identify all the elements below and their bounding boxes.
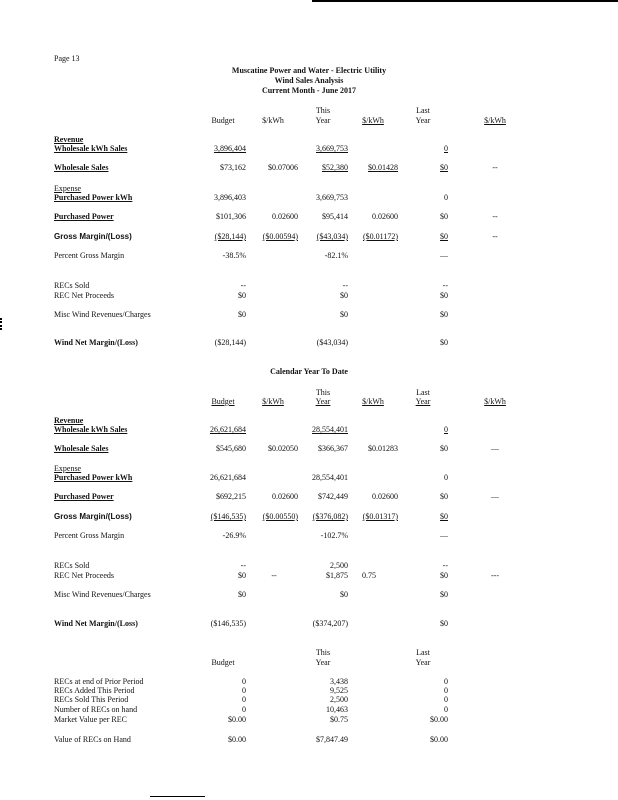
col-last-year-1: Last	[416, 648, 430, 657]
col-budget: Budget	[211, 397, 235, 406]
col-this-year-2: Year	[315, 658, 331, 667]
col-kwh-2: $/kWh	[362, 116, 384, 125]
table-row: Percent Gross Margin -38.5% -82.1% —	[54, 251, 448, 260]
table-row: Gross Margin/(Loss) ($146,535) ($0.00550) ($376,082) ($0.01317) $0	[54, 512, 448, 521]
table-row: RECs at end of Prior Period 0 3,438 0	[54, 677, 448, 686]
table-row: REC Net Proceeds $0 -- $1,875 0.75 $0 ---	[54, 571, 499, 580]
report-subtitle: Wind Sales Analysis	[274, 76, 344, 85]
table-row: REC Net Proceeds $0 $0 $0	[54, 291, 448, 300]
col-last-year-2: Year	[415, 397, 431, 406]
table-row: Purchased Power $692,215 0.02600 $742,449 0.02600 $0 —	[54, 492, 499, 501]
table-row: Wind Net Margin/(Loss) ($146,535) ($374,207) $0	[54, 619, 448, 628]
col-this-year-2: Year	[315, 397, 331, 406]
table-row: Number of RECs on hand 0 10,463 0	[54, 705, 448, 714]
table-row: RECs Added This Period 0 9,525 0	[54, 686, 448, 695]
table-row: RECs Sold -- -- --	[54, 281, 448, 290]
ytd-title: Calendar Year To Date	[270, 367, 348, 376]
table-row: Wholesale kWh Sales 26,621,684 28,554,401 0	[54, 425, 448, 434]
table-row: RECs Sold This Period 0 2,500 0	[54, 695, 448, 704]
section-label-expense: Expense	[54, 464, 82, 473]
col-budget: Budget	[211, 116, 235, 125]
table-row: Value of RECs on Hand $0.00 $7,847.49 $0.00	[54, 735, 448, 744]
col-last-year-2: Year	[415, 116, 431, 125]
col-last-year-1: Last	[416, 106, 430, 115]
col-this-year-2: Year	[315, 116, 331, 125]
col-kwh-3: $/kWh	[484, 116, 506, 125]
table-row: Purchased Power $101,306 0.02600 $95,414 0.02600 $0 --	[54, 212, 498, 221]
table-row: Gross Margin/(Loss) ($28,144) ($0.00594) ($43,034) ($0.01172) $0 --	[54, 232, 498, 241]
table-row: Wholesale Sales $545,680 $0.02050 $366,367 $0.01283 $0 —	[54, 444, 499, 453]
table-row: Wholesale kWh Sales 3,896,404 3,669,753 0	[54, 144, 448, 153]
section-label-revenue: Revenue	[54, 135, 84, 144]
col-this-year-1: This	[315, 388, 331, 397]
col-kwh-1: $/kWh	[262, 397, 284, 406]
col-kwh-2: $/kWh	[362, 397, 384, 406]
col-this-year-1: This	[315, 648, 331, 657]
table-row: Market Value per REC $0.00 $0.75 $0.00	[54, 715, 448, 724]
table-row: Wind Net Margin/(Loss) ($28,144) ($43,034) $0	[54, 338, 448, 347]
section-label-expense: Expense	[54, 184, 82, 193]
col-kwh-3: $/kWh	[484, 397, 506, 406]
col-budget: Budget	[211, 658, 235, 667]
table-row: Percent Gross Margin -26.9% -102.7% —	[54, 531, 448, 540]
col-last-year-2: Year	[415, 658, 431, 667]
report-period: Current Month - June 2017	[261, 86, 357, 95]
col-this-year-1: This	[315, 106, 331, 115]
table-row: RECs Sold -- 2,500 --	[54, 561, 448, 570]
table-row: Misc Wind Revenues/Charges $0 $0 $0	[54, 590, 448, 599]
col-kwh-1: $/kWh	[262, 116, 284, 125]
table-row: Wholesale Sales $73,162 $0.07006 $52,380 $0.01428 $0 --	[54, 163, 498, 172]
table-row: Purchased Power kWh 26,621,684 28,554,401 0	[54, 473, 448, 482]
table-row: Purchased Power kWh 3,896,403 3,669,753 0	[54, 193, 448, 202]
page-number: Page 13	[54, 54, 80, 63]
scan-border-bottom	[150, 796, 205, 797]
col-last-year-1: Last	[416, 388, 430, 397]
table-row: Misc Wind Revenues/Charges $0 $0 $0	[54, 310, 448, 319]
section-label-revenue: Revenue	[54, 416, 84, 425]
scan-border-top	[312, 0, 618, 2]
report-title: Muscatine Power and Water - Electric Utility	[231, 66, 387, 75]
